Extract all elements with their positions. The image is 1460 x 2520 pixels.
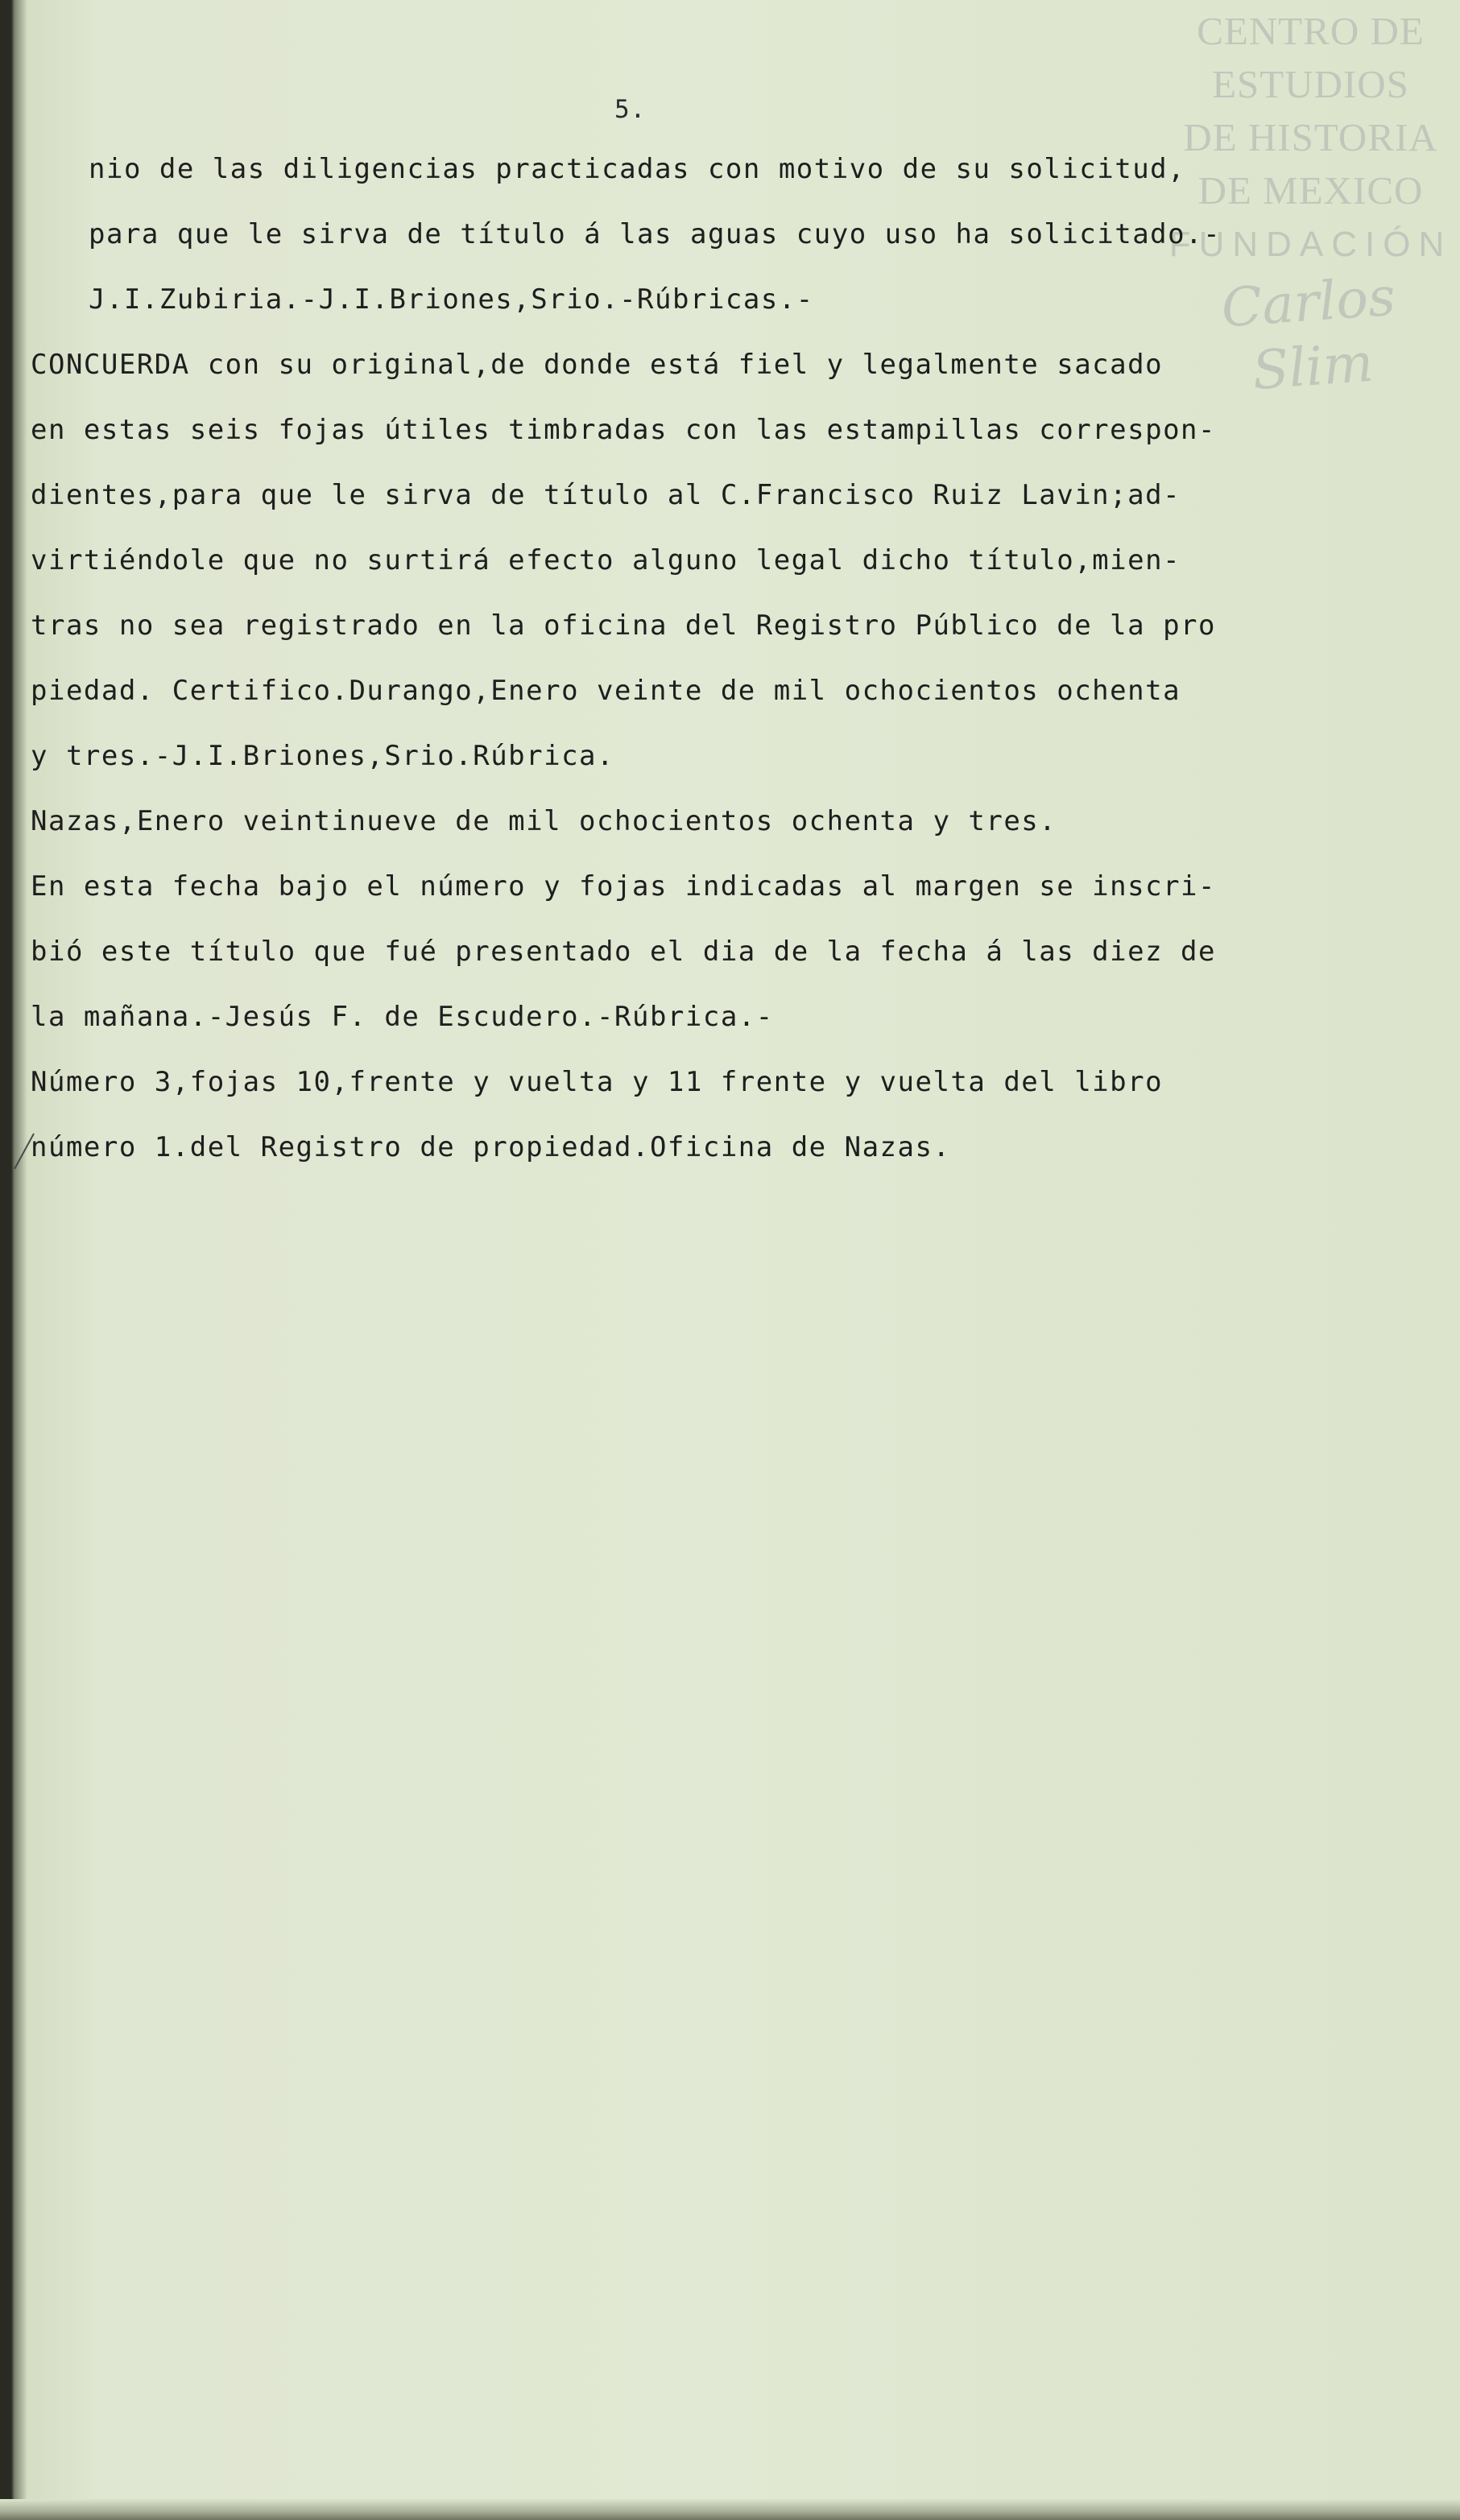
page-bottom-edge	[0, 2499, 1460, 2520]
text-line: la mañana.-Jesús F. de Escudero.-Rúbrica.-	[31, 1001, 774, 1033]
text-line: bió este título que fué presentado el dia de la fecha á las diez de	[31, 936, 1216, 968]
watermark-line: DE HISTORIA	[1183, 115, 1438, 159]
watermark-line: DE MEXICO	[1197, 168, 1424, 213]
text-line: Número 3,fojas 10,frente y vuelta y 11 frente y vuelta del libro	[31, 1066, 1164, 1098]
text-line: dientes,para que le sirva de título al C.Francisco Ruiz Lavin;ad-	[31, 479, 1181, 511]
margin-pencil-mark	[10, 1119, 42, 1184]
text-line: y tres.-J.I.Briones,Srio.Rúbrica.	[31, 740, 615, 772]
text-line: J.I.Zubiria.-J.I.Briones,Srio.-Rúbricas.-	[89, 283, 814, 316]
text-line: nio de las diligencias practicadas con motivo de su solicitud,	[89, 153, 1186, 185]
text-line: tras no sea registrado en la oficina del Registro Público de la pro	[31, 609, 1216, 642]
text-line: En esta fecha bajo el número y fojas indicadas al margen se inscri-	[31, 870, 1216, 903]
text-line: en estas seis fojas útiles timbradas con las estampillas correspon-	[31, 414, 1216, 446]
page-number: 5.	[614, 95, 647, 124]
text-line: virtiéndole que no surtirá efecto alguno legal dicho título,mien-	[31, 544, 1181, 576]
text-line: CONCUERDA con su original,de donde está fiel y legalmente sacado	[31, 349, 1164, 381]
watermark-foundation: FUNDACIÓN	[1168, 225, 1453, 264]
watermark-signature: Carlos Slim	[1219, 265, 1398, 403]
archive-watermark	[1168, 5, 1454, 403]
text-line: Nazas,Enero veintinueve de mil ochocientos ochenta y tres.	[31, 805, 1057, 837]
text-line: número 1.del Registro de propiedad.Oficina de Nazas.	[31, 1131, 951, 1163]
watermark-line: CENTRO DE	[1197, 9, 1425, 53]
text-line: piedad. Certifico.Durango,Enero veinte de mil ochocientos ochenta	[31, 675, 1181, 707]
watermark-line: ESTUDIOS	[1212, 62, 1409, 106]
text-line: para que le sirva de título á las aguas cuyo uso ha solicitado.-	[89, 218, 1222, 250]
